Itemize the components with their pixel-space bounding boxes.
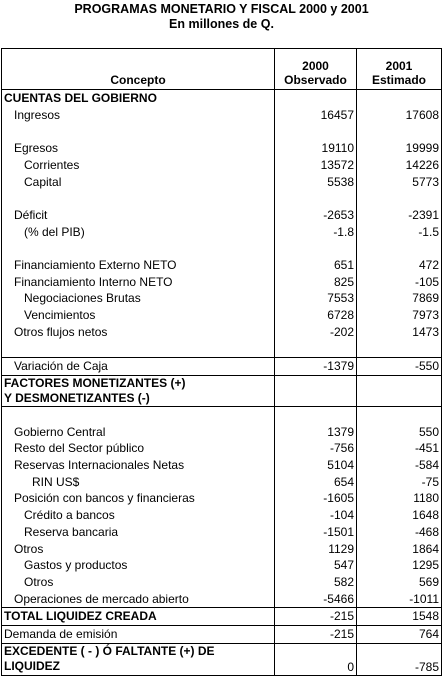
table-row <box>2 643 442 675</box>
row-value-2000: 19110 <box>275 140 357 157</box>
row-value-2000 <box>275 406 357 423</box>
row-value-2001: -584 <box>357 457 442 474</box>
row-value-2001: 1548 <box>357 608 442 626</box>
row-value-2001: 7973 <box>357 307 442 324</box>
row-value-2000: -2653 <box>275 207 357 224</box>
header-2001-year: 2001 <box>385 59 413 73</box>
row-label: TOTAL LIQUIDEZ CREADA <box>2 608 275 626</box>
table-row <box>2 207 442 224</box>
row-value-2000: -1501 <box>275 524 357 541</box>
row-label: Demanda de emisión <box>2 626 275 644</box>
row-value-2000: 825 <box>275 274 357 291</box>
report-subtitle: En millones de Q. <box>169 17 274 31</box>
row-label: Corrientes <box>2 157 275 174</box>
row-value-2001: 1295 <box>357 557 442 574</box>
row-value-2000: -202 <box>275 324 357 341</box>
row-label: Gastos y productos <box>2 557 275 574</box>
row-label: Vencimientos <box>2 307 275 324</box>
table-row <box>2 240 442 257</box>
row-value-2000 <box>275 240 357 257</box>
row-label-line1: EXCEDENTE ( - ) Ó FALTANTE (+) DE <box>4 643 215 658</box>
row-label: Capital <box>2 174 275 191</box>
table-row <box>2 591 442 608</box>
row-value-2000: -104 <box>275 507 357 524</box>
table-row <box>2 541 442 558</box>
row-value-2000: 6728 <box>275 307 357 324</box>
table-row <box>2 358 442 376</box>
table-row <box>2 457 442 474</box>
row-value-2000: 651 <box>275 257 357 274</box>
table-header <box>2 49 442 90</box>
table-row <box>2 474 442 491</box>
header-2001-sub: Estimado <box>371 73 426 87</box>
row-label <box>2 375 275 406</box>
row-value-2001 <box>357 240 442 257</box>
row-label: Financiamiento Interno NETO <box>2 274 275 291</box>
row-label: RIN US$ <box>2 474 275 491</box>
row-value-2000: 13572 <box>275 157 357 174</box>
row-label: Otros flujos netos <box>2 324 275 341</box>
row-value-2001: 1864 <box>357 541 442 558</box>
row-value-2000: 1379 <box>275 424 357 441</box>
table-row <box>2 608 442 626</box>
row-label: Reservas Internacionales Netas <box>2 457 275 474</box>
row-label: Otros <box>2 541 275 558</box>
table-row <box>2 190 442 207</box>
table-row <box>2 375 442 406</box>
table-row <box>2 307 442 324</box>
row-value-2000 <box>275 90 357 107</box>
row-label <box>2 240 275 257</box>
row-label-line1: FACTORES MONETIZANTES (+) <box>4 375 186 390</box>
table-row <box>2 123 442 140</box>
table-row <box>2 257 442 274</box>
row-value-2000: 5538 <box>275 174 357 191</box>
table-row <box>2 524 442 541</box>
row-value-2000: 0 <box>275 643 357 675</box>
report-title: PROGRAMAS MONETARIO Y FISCAL 2000 y 2001 <box>74 2 369 16</box>
row-value-2000: -1605 <box>275 490 357 507</box>
header-2000-sub: Observado <box>284 73 347 87</box>
row-value-2001 <box>357 123 442 140</box>
row-value-2001 <box>357 406 442 423</box>
table-row <box>2 90 442 107</box>
table-row <box>2 274 442 291</box>
row-value-2001: 5773 <box>357 174 442 191</box>
table-row <box>2 140 442 157</box>
row-value-2001: -468 <box>357 524 442 541</box>
row-value-2000: 5104 <box>275 457 357 474</box>
row-value-2000 <box>275 375 357 406</box>
row-value-2000: 654 <box>275 474 357 491</box>
row-value-2001 <box>357 375 442 406</box>
table-row <box>2 440 442 457</box>
row-value-2001: 1648 <box>357 507 442 524</box>
table-row <box>2 290 442 307</box>
table-row <box>2 224 442 241</box>
row-value-2001 <box>357 341 442 358</box>
row-label: Negociaciones Brutas <box>2 290 275 307</box>
table-row <box>2 574 442 591</box>
row-value-2000: 582 <box>275 574 357 591</box>
table-row <box>2 557 442 574</box>
row-value-2000 <box>275 341 357 358</box>
row-value-2001 <box>357 190 442 207</box>
row-value-2001: -451 <box>357 440 442 457</box>
row-label: Posición con bancos y financieras <box>2 490 275 507</box>
row-value-2001: -105 <box>357 274 442 291</box>
row-value-2000: -1.8 <box>275 224 357 241</box>
row-label: Ingresos <box>2 107 275 124</box>
header-2001 <box>357 49 442 90</box>
row-value-2000: -215 <box>275 626 357 644</box>
row-value-2001: -1011 <box>357 591 442 608</box>
row-label: Crédito a bancos <box>2 507 275 524</box>
row-value-2001: -550 <box>357 358 442 376</box>
header-2000 <box>275 49 357 90</box>
row-value-2000: -756 <box>275 440 357 457</box>
row-label: Financiamiento Externo NETO <box>2 257 275 274</box>
row-value-2001: 569 <box>357 574 442 591</box>
row-value-2000: 547 <box>275 557 357 574</box>
table-row <box>2 341 442 358</box>
header-concepto: Concepto <box>2 49 275 90</box>
row-label: Déficit <box>2 207 275 224</box>
row-value-2000 <box>275 190 357 207</box>
table-row <box>2 107 442 124</box>
row-value-2001: -75 <box>357 474 442 491</box>
table-row <box>2 406 442 423</box>
row-label <box>2 341 275 358</box>
table-row <box>2 490 442 507</box>
row-value-2001 <box>357 90 442 107</box>
row-value-2001: -1.5 <box>357 224 442 241</box>
row-label: Reserva bancaria <box>2 524 275 541</box>
row-value-2001: 764 <box>357 626 442 644</box>
row-value-2000: 1129 <box>275 541 357 558</box>
table-row <box>2 174 442 191</box>
table-row <box>2 626 442 644</box>
table-row <box>2 507 442 524</box>
row-value-2000 <box>275 123 357 140</box>
table-row <box>2 324 442 341</box>
header-2000-year: 2000 <box>302 59 329 73</box>
row-label-line2: LIQUIDEZ <box>4 658 60 673</box>
row-label <box>2 123 275 140</box>
row-value-2000: 7553 <box>275 290 357 307</box>
row-value-2000: 16457 <box>275 107 357 124</box>
row-value-2001: 550 <box>357 424 442 441</box>
row-label <box>2 406 275 423</box>
row-label: Gobierno Central <box>2 424 275 441</box>
row-label: Otros <box>2 574 275 591</box>
row-label: CUENTAS DEL GOBIERNO <box>2 90 275 107</box>
table-row <box>2 157 442 174</box>
row-label: Resto del Sector público <box>2 440 275 457</box>
row-label: (% del PIB) <box>2 224 275 241</box>
row-value-2001: 1180 <box>357 490 442 507</box>
row-value-2000: -215 <box>275 608 357 626</box>
row-value-2000: -5466 <box>275 591 357 608</box>
row-label <box>2 643 275 675</box>
row-value-2001: 7869 <box>357 290 442 307</box>
row-label <box>2 190 275 207</box>
row-value-2001: 17608 <box>357 107 442 124</box>
row-value-2000: -1379 <box>275 358 357 376</box>
row-value-2001: 14226 <box>357 157 442 174</box>
row-value-2001: 472 <box>357 257 442 274</box>
row-value-2001: 1473 <box>357 324 442 341</box>
row-value-2001: 19999 <box>357 140 442 157</box>
row-value-2001: -785 <box>357 643 442 675</box>
row-label-line2: Y DESMONETIZANTES (-) <box>4 390 150 405</box>
fiscal-monetary-table <box>1 48 442 676</box>
row-label: Variación de Caja <box>2 358 275 376</box>
table-row <box>2 424 442 441</box>
row-label: Operaciones de mercado abierto <box>2 591 275 608</box>
row-label: Egresos <box>2 140 275 157</box>
row-value-2001: -2391 <box>357 207 442 224</box>
